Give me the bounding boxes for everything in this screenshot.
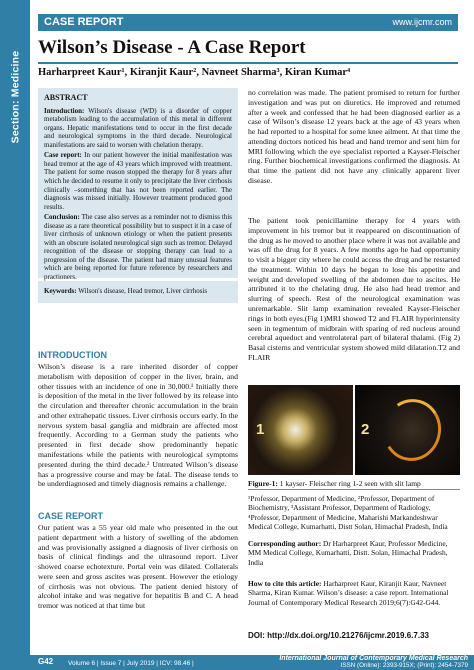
figure-panel-label-1: 1 [256, 421, 265, 438]
corresponding-author-text: Dr Harharpreet Kaur, Professor Medicine, MM Medical College, Kumarhatti, Distt. Solan, Himachal Pradesh, India [248, 539, 448, 567]
corresponding-author [248, 539, 460, 567]
introduction-heading: INTRODUCTION [38, 350, 107, 360]
article-title: Wilson’s Disease - A Case Report [38, 37, 306, 58]
figure-panel-label-2: 2 [361, 421, 370, 438]
abstract-introduction-label: Introduction: [44, 106, 85, 115]
article-type-label: CASE REPORT [44, 16, 124, 28]
abstract-conclusion [44, 213, 232, 281]
corresponding-author-label: Corresponding author: [248, 539, 322, 548]
abstract-box [38, 88, 238, 281]
figure-divider [248, 489, 460, 490]
section-sidebar [0, 0, 30, 670]
introduction-text: Wilson’s disease is a rare inherited disorder of copper metabolism with deposition of copper in the liver, brain, and other tissues with an incidence of one in 30,000.¹ Initially there is deposition of the metal in the liver followed by its release into the circulation and thereafter chronic accumulation in the brain and other extrahepatic tissues. Liver cirrhosis occurs early. In the nervous system basal ganglia and midbrain are affected most frequently. According to a German study the patients who presented in first decade show predominantly hepatic manifestations while the patients with neurological symptoms presented during the third decade.² Untreated Wilson’s disease has a progressive course and may be fatal. The disease tends to be underdiagnosed and timely diagnosis remains a challenge. [38, 362, 238, 489]
figure-caption [248, 479, 421, 488]
figure-caption-text: 1 kayser- Fleischer ring 1-2 seen with slit lamp [277, 479, 421, 488]
issn-info: ISSN (Online): 2393-915X; (Print): 2454-7379 [340, 662, 468, 669]
keywords-text: Wilson's disease, Head tremor, Liver cirrhosis [76, 287, 208, 295]
kf-ring-arc [377, 394, 447, 467]
keywords-box [38, 281, 238, 303]
citation [248, 579, 460, 607]
abstract-heading: ABSTRACT [44, 93, 88, 102]
figure-1 [248, 385, 460, 475]
section-label-wrap [2, 12, 28, 182]
kayser-fleischer-ring-image [355, 385, 460, 475]
author-list: Harharpreet Kaur¹, Kiranjit Kaur², Navneet Sharma³, Kiran Kumar⁴ [38, 67, 351, 78]
abstract-conclusion-label: Conclusion: [44, 213, 80, 222]
citation-text: Harharpreet Kaur, Kiranjit Kaur, Navneet Sharma, Kiran Kumar. Wilson’s disease: a case report. International Journal of Contemporary Medical Research 2019;6(7):G42-G44. [248, 579, 449, 607]
figure-caption-label: Figure-1: [248, 479, 278, 488]
section-label: Section: Medicine [9, 50, 22, 144]
right-col-para1: no correlation was made. The patient promised to return for further investigation and was put on diuretics. He improved and returned after a week and confessed that he had been diagnosed earlier as a case of Wilson’s disease 12 years back at the age of 43 years when he had reported to a hospital for some knee ailment. At that time the attending doctors noticed his head and hand tremor and sent him for MRI following which the eye specialist reported a Kayser-Fleischer ring. Further biochemical investigations confirmed the diagnosis. At that time the patient did not have any clinically apparent liver disease. [248, 88, 460, 186]
author-affiliations: ¹Professor, Department of Medicine, ²Professor, Department of Biochemistry, ³Assistant Professor, Department of Radiology, ⁴Professor, Department of Medicine, Maharishi Markandeshwar Medical College, Kumarhatti, Distt Solan, Himachal Pradesh, India [248, 494, 448, 531]
page-number: G42 [38, 657, 54, 666]
abstract-introduction-text: Wilson's disease (WD) is a disorder of copper metabolism leading to the accumulation of this metal in different organs. Hepatic manifestations tend to occur in the first decade and neurological symptoms in the third decade. Neurological manifestations are said to worsen with chelation therapy. [44, 106, 232, 149]
journal-url[interactable]: www.ijcmr.com [392, 17, 452, 27]
footer-bar [30, 655, 474, 670]
journal-name: International Journal of Contemporary Medical Research [279, 655, 468, 662]
keywords-label: Keywords: [44, 287, 77, 295]
case-report-heading: CASE REPORT [38, 511, 104, 521]
volume-info: Volume 6 | Issue 7 | July 2019 | ICV: 98.46 | [68, 660, 194, 667]
slit-lamp-eye-image [248, 385, 353, 475]
right-col-para2: The patient took penicillamine therapy for 4 years with improvement in his tremor but it reappeared on discontinuation of the drug as he moved to another place where it was not available and was off the drug for 8 years. A few months ago he had opportunity to visit a bigger city where he could access the drug and he restarted the treatment. Within 10 days he began to lose his appetite and weight and developed swelling of the abdomen due to ascites. He attributed it to the chelating drug. He also had head tremor and slurring of speech. Rest of the neurological examination was unremarkable. Slit lamp examination revealed Kayser-Fleischer rings in both eyes.(Fig 1)MRI showed T2 and FLAIR hyperintensity seen in tegmentum of midbrain with sparing of red nucleus around cerebral aqueduct and ventrolateral part of bilateral thalami. (Fig 2) Basal cisterns and ventricular system showed mild dilatation.T2 and FLAIR [248, 216, 460, 362]
case-report-text: Our patient was a 55 year old male who presented in the out patient department with a history of swelling of the abdomen and was provisionally assigned a diagnosis of liver cirrhosis on basis of clinical findings and the ultrasound report. Liver showed coarse echotexture. Portal vein was dilated. Collaterals were seen and gross ascites was present. However the etiology of cirrhosis was not obvious. The patient denied history of alcohol intake and was negative for hepatitis B and C. A head tremor was noticed at that time but [38, 523, 238, 611]
abstract-case-label: Case report: [44, 151, 82, 160]
citation-label: How to cite this article: [248, 579, 322, 588]
title-divider [38, 62, 458, 64]
abstract-case-text: In our patient however the initial manifestation was head tremor at the age of 43 years which improved with treatment. The patient for some reason stopped the therapy for 8 years after which he decided to resume it only to precipitate the liver cirrhosis clinically –something that has not been reported earlier. The diagnosis was missed initially. However treatment produced good results. [44, 151, 233, 211]
abstract-introduction [44, 107, 232, 150]
header-bar [38, 14, 458, 31]
abstract-case [44, 151, 232, 211]
doi-link[interactable]: DOI: http://dx.doi.org/10.21276/ijcmr.2019.6.7.33 [248, 631, 429, 640]
abstract-conclusion-text: The case also serves as a reminder not to dismiss this disease as a rare theoretical possibility but to suspect it in a case of liver cirrhosis of unknown etiology or when the patient presents with an obscure isolated neurological sign such as tremor. Delayed recognition of the disease or stopping therapy can lead to a progression of the disease. The patient had many unusual features which are being reported for future reference by researchers and practioners. [44, 213, 232, 281]
